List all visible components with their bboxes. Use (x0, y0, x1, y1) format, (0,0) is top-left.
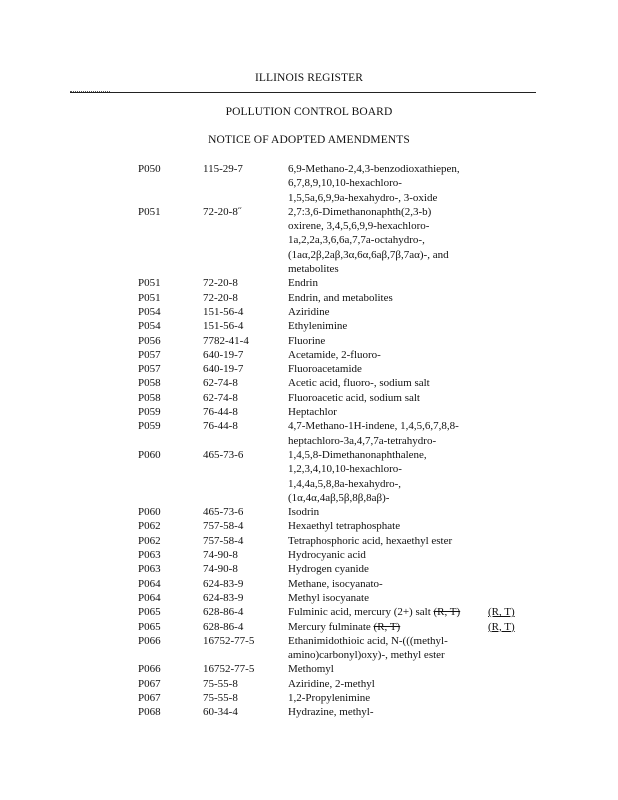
waste-code: P065 (138, 620, 161, 633)
cas-number: 465-73-6 (203, 448, 244, 461)
substance-name-line: oxirene, 3,4,5,6,9,9-hexachloro- (288, 220, 430, 233)
cas-number: 74-90-8 (203, 549, 238, 562)
substance-name-line: Heptachlor (288, 406, 337, 419)
waste-code: P058 (138, 391, 161, 404)
substance-name-line (288, 620, 480, 634)
cas-number: 7782-41-4 (203, 334, 249, 347)
substance-name (288, 276, 480, 290)
substance-name (288, 348, 480, 362)
substance-name-line: 1,2-Propylenimine (288, 691, 371, 704)
substance-name-line: (1aα,2β,2aβ,3α,6α,6aβ,7β,7aα)-, and (288, 248, 449, 261)
waste-code-table (0, 162, 618, 720)
cas-number: 628-86-4 (203, 606, 244, 619)
cas-number: 465-73-6 (203, 506, 244, 519)
table-row (0, 519, 618, 533)
waste-code: P064 (138, 577, 161, 590)
waste-code: P051 (138, 205, 161, 218)
cas-number: 151-56-4 (203, 305, 244, 318)
substance-name (288, 376, 480, 390)
waste-code: P054 (138, 305, 161, 318)
waste-code: P064 (138, 591, 161, 604)
substance-name-line: (1α,4α,4aβ,5β,8β,8aβ)- (288, 491, 390, 504)
table-row (0, 705, 618, 719)
waste-code: P065 (138, 606, 161, 619)
table-row (0, 391, 618, 405)
cas-number: 628-86-4 (203, 620, 244, 633)
added-hazard-code: (R, T) (488, 606, 515, 619)
table-row (0, 419, 618, 448)
waste-code: P060 (138, 506, 161, 519)
board-title: POLLUTION CONTROL BOARD (225, 106, 393, 118)
table-row (0, 448, 618, 505)
cas-number: 75-55-8 (203, 691, 238, 704)
cas-number: 74-90-8 (203, 563, 238, 576)
cas-number: 640-19-7 (203, 348, 244, 361)
cas-number: 757-58-4 (203, 520, 244, 533)
substance-name-text: Fulminic acid, mercury (2+) salt (288, 606, 434, 619)
table-row (0, 620, 618, 634)
substance-name (288, 505, 480, 519)
substance-name (288, 162, 480, 205)
substance-name (288, 562, 480, 576)
substance-name-line: Aziridine, 2-methyl (288, 677, 375, 690)
table-row (0, 334, 618, 348)
substance-name (288, 705, 480, 719)
waste-code: P050 (138, 163, 161, 175)
waste-code: P060 (138, 448, 161, 461)
substance-name-line: metabolites (288, 263, 339, 276)
substance-name (288, 577, 480, 591)
cas-number: 62-74-8 (203, 391, 238, 404)
substance-name (288, 677, 480, 691)
waste-code: P062 (138, 534, 161, 547)
waste-code: P054 (138, 320, 161, 333)
table-row (0, 348, 618, 362)
substance-name-line: Fluoroacetamide (288, 363, 362, 376)
waste-code: P063 (138, 563, 161, 576)
substance-name-line: Fluorine (288, 334, 326, 347)
substance-name (288, 291, 480, 305)
substance-name (288, 548, 480, 562)
substance-name-line: Hydrogen cyanide (288, 563, 369, 576)
table-row (0, 605, 618, 619)
substance-name (288, 691, 480, 705)
table-row (0, 691, 618, 705)
waste-code: P057 (138, 348, 161, 361)
substance-name-line: 1,4,5,8-Dimethanonaphthalene, (288, 448, 427, 461)
table-row (0, 591, 618, 605)
substance-name (288, 534, 480, 548)
substance-name-line: Acetic acid, fluoro-, sodium salt (288, 377, 430, 390)
waste-code: P067 (138, 691, 161, 704)
cas-number: 76-44-8 (203, 420, 238, 433)
table-row (0, 162, 618, 205)
waste-code: P068 (138, 706, 161, 719)
substance-name (288, 605, 480, 619)
table-row (0, 548, 618, 562)
cas-number: 16752-77-5 (203, 634, 255, 647)
substance-name-line: 1,5,5a,6,9,9a-hexahydro-, 3-oxide (288, 191, 438, 204)
substance-name (288, 519, 480, 533)
cas-number: 624-83-9 (203, 591, 244, 604)
substance-name-line: Acetamide, 2-fluoro- (288, 348, 381, 361)
cas-number: 76-44-8 (203, 406, 238, 419)
substance-name-line: Hexaethyl tetraphosphate (288, 520, 401, 533)
table-row (0, 305, 618, 319)
header-rule (70, 92, 536, 93)
substance-name-line: 2,7:3,6-Dimethanonaphth(2,3-b) (288, 205, 432, 218)
table-row (0, 405, 618, 419)
table-row (0, 677, 618, 691)
substance-name-line: Isodrin (288, 506, 320, 519)
substance-name-line: Tetraphosphoric acid, hexaethyl ester (288, 534, 453, 547)
substance-name (288, 319, 480, 333)
cas-number: 640-19-7 (203, 363, 244, 376)
substance-name-line: Ethylenimine (288, 320, 348, 333)
substance-name (288, 405, 480, 419)
cas-number: 16752-77-5 (203, 663, 255, 676)
substance-name-line: Methane, isocyanato- (288, 577, 383, 590)
table-row (0, 562, 618, 576)
substance-name-line: Ethanimidothioic acid, N-(((methyl- (288, 634, 448, 647)
substance-name (288, 362, 480, 376)
cas-number: 60-34-4 (203, 706, 238, 719)
substance-name (288, 662, 480, 676)
cas-number: 62-74-8 (203, 377, 238, 390)
substance-name-line: 1a,2,2a,3,6,6a,7,7a-octahydro-, (288, 234, 425, 247)
table-row (0, 291, 618, 305)
substance-name (288, 334, 480, 348)
table-row (0, 376, 618, 390)
cas-number: 72-20-8˝ (203, 205, 242, 218)
cas-number: 72-20-8 (203, 291, 238, 304)
waste-code: P057 (138, 363, 161, 376)
substance-name-line: amino)carbonyl)oxy)-, methyl ester (288, 649, 445, 662)
deleted-hazard-code: (R, T) (373, 620, 401, 633)
cas-number: 72-20-8 (203, 277, 238, 290)
substance-name (288, 634, 480, 663)
substance-name-line (288, 605, 480, 619)
waste-code: P063 (138, 549, 161, 562)
substance-name-line: 1,2,3,4,10,10-hexachloro- (288, 463, 402, 476)
notice-title: NOTICE OF ADOPTED AMENDMENTS (208, 134, 410, 146)
waste-code: P051 (138, 277, 161, 290)
substance-name-text: Mercury fulminate (288, 620, 374, 633)
added-hazard-code: (R, T) (488, 620, 515, 633)
substance-name-line: 6,9-Methano-2,4,3-benzodioxathiepen, (288, 163, 460, 175)
substance-name-line: 1,4,4a,5,8,8a-hexahydro-, (288, 477, 402, 490)
substance-name (288, 620, 480, 634)
waste-code: P051 (138, 291, 161, 304)
substance-name-line: Endrin, and metabolites (288, 291, 393, 304)
cas-number: 624-83-9 (203, 577, 244, 590)
table-row (0, 577, 618, 591)
waste-code: P059 (138, 406, 161, 419)
cas-number: 115-29-7 (203, 163, 243, 175)
deleted-hazard-code: (R, T) (433, 606, 461, 619)
substance-name (288, 205, 480, 276)
table-row (0, 505, 618, 519)
substance-name-line: 4,7-Methano-1H-indene, 1,4,5,6,7,8,8- (288, 420, 459, 433)
substance-name-line: 6,7,8,9,10,10-hexachloro- (288, 177, 402, 190)
cas-number: 757-58-4 (203, 534, 244, 547)
table-row (0, 205, 618, 276)
substance-name-line: Aziridine (288, 305, 330, 318)
register-title: ILLINOIS REGISTER (254, 72, 364, 84)
substance-name-line: Methyl isocyanate (288, 591, 369, 604)
substance-name-line: Endrin (288, 277, 318, 290)
substance-name-line: Hydrazine, methyl- (288, 706, 374, 719)
cas-number: 151-56-4 (203, 320, 244, 333)
substance-name-line: Methomyl (288, 663, 334, 676)
cas-number: 75-55-8 (203, 677, 238, 690)
waste-code: P062 (138, 520, 161, 533)
table-row (0, 534, 618, 548)
waste-code: P056 (138, 334, 161, 347)
table-row (0, 662, 618, 676)
table-row (0, 362, 618, 376)
substance-name-line: Fluoroacetic acid, sodium salt (288, 391, 420, 404)
substance-name (288, 591, 480, 605)
substance-name-line: Hydrocyanic acid (288, 549, 366, 562)
substance-name (288, 305, 480, 319)
waste-code: P067 (138, 677, 161, 690)
substance-name (288, 419, 480, 448)
waste-code: P058 (138, 377, 161, 390)
substance-name (288, 391, 480, 405)
substance-name-line: heptachloro-3a,4,7,7a-tetrahydro- (288, 434, 437, 447)
substance-name (288, 448, 480, 505)
waste-code: P066 (138, 634, 161, 647)
waste-code: P066 (138, 663, 161, 676)
table-row (0, 319, 618, 333)
waste-code: P059 (138, 420, 161, 433)
table-row (0, 634, 618, 663)
table-row (0, 276, 618, 290)
